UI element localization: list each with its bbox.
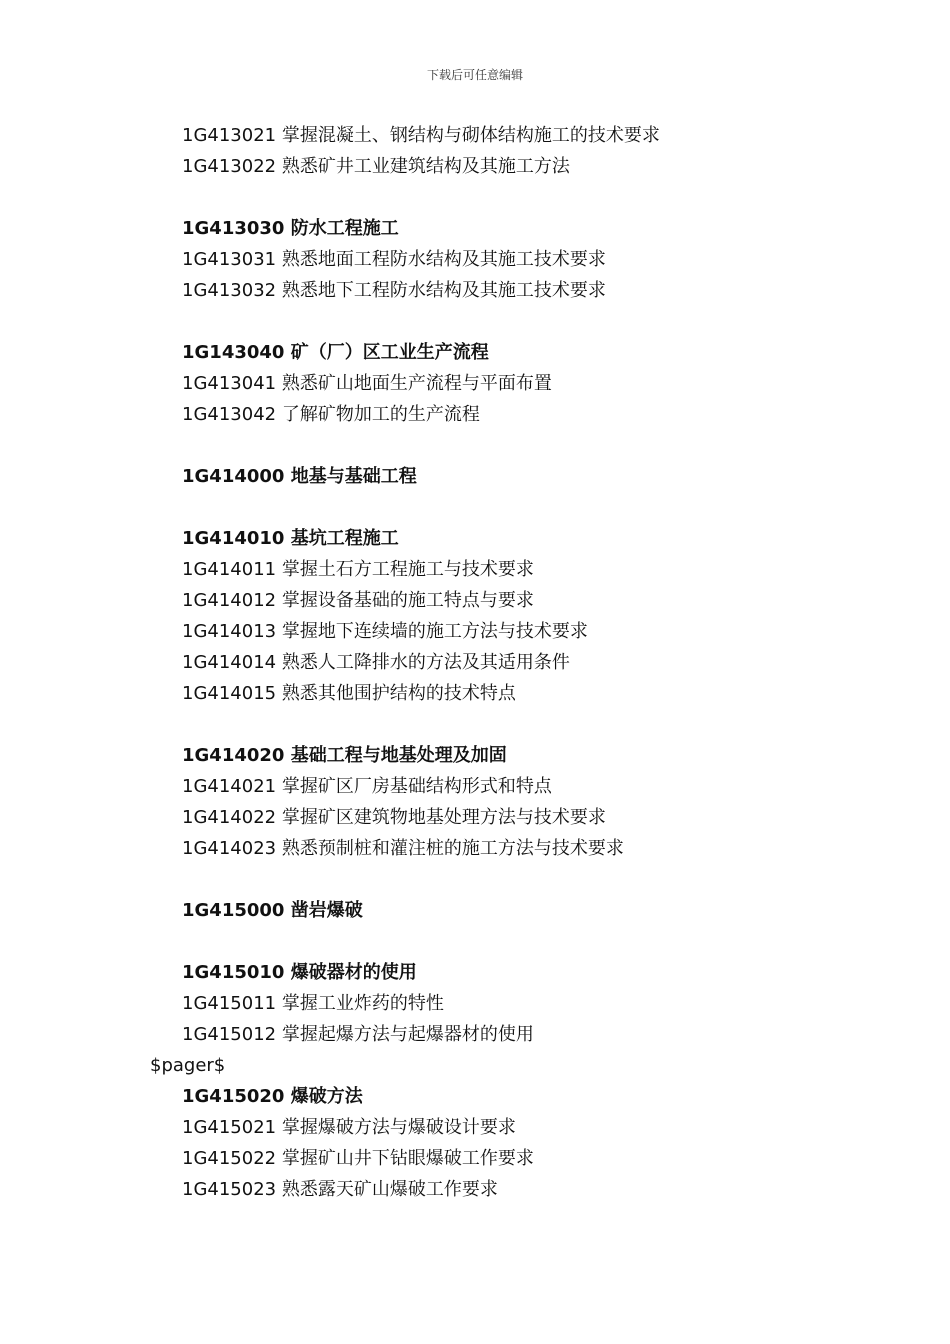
item-line: 1G415023 熟悉露天矿山爆破工作要求 xyxy=(182,1179,498,1200)
section-heading: 1G143040 矿（厂）区工业生产流程 xyxy=(182,342,489,363)
blank-line xyxy=(182,492,902,523)
item-line: 1G413021 掌握混凝土、钢结构与砌体结构施工的技术要求 xyxy=(182,125,660,146)
item-line: 1G414021 掌握矿区厂房基础结构形式和特点 xyxy=(182,776,552,797)
item-line: 1G414015 熟悉其他围护结构的技术特点 xyxy=(182,683,516,704)
item-line: 1G414014 熟悉人工降排水的方法及其适用条件 xyxy=(182,652,570,673)
item-line: 1G415012 掌握起爆方法与起爆器材的使用 xyxy=(182,1024,534,1045)
item-line: 1G413032 熟悉地下工程防水结构及其施工技术要求 xyxy=(182,280,606,301)
item-line: 1G415022 掌握矿山井下钻眼爆破工作要求 xyxy=(182,1148,534,1169)
item-line: 1G414022 掌握矿区建筑物地基处理方法与技术要求 xyxy=(182,807,606,828)
section-heading: 1G414020 基础工程与地基处理及加固 xyxy=(182,745,507,766)
item-line: 1G415021 掌握爆破方法与爆破设计要求 xyxy=(182,1117,516,1138)
section-heading: 1G415000 凿岩爆破 xyxy=(182,900,363,921)
blank-line xyxy=(182,864,902,895)
blank-line xyxy=(182,430,902,461)
page-header: 下载后可任意编辑 xyxy=(426,68,523,82)
section-heading: 1G414010 基坑工程施工 xyxy=(182,528,399,549)
section-heading: 1G415010 爆破器材的使用 xyxy=(182,962,417,983)
item-line: 1G414023 熟悉预制桩和灌注桩的施工方法与技术要求 xyxy=(182,838,624,859)
pager-marker: $pager$ xyxy=(150,1055,226,1076)
blank-line xyxy=(182,709,902,740)
document-body xyxy=(150,120,902,1205)
item-line: 1G413041 熟悉矿山地面生产流程与平面布置 xyxy=(182,373,552,394)
item-line: 1G413022 熟悉矿井工业建筑结构及其施工方法 xyxy=(182,156,570,177)
item-line: 1G415011 掌握工业炸药的特性 xyxy=(182,993,444,1014)
item-line: 1G414013 掌握地下连续墙的施工方法与技术要求 xyxy=(182,621,588,642)
item-line: 1G414011 掌握土石方工程施工与技术要求 xyxy=(182,559,534,580)
blank-line xyxy=(182,182,902,213)
item-line: 1G414012 掌握设备基础的施工特点与要求 xyxy=(182,590,534,611)
blank-line xyxy=(182,926,902,957)
section-heading: 1G413030 防水工程施工 xyxy=(182,218,399,239)
item-line: 1G413031 熟悉地面工程防水结构及其施工技术要求 xyxy=(182,249,606,270)
blank-line xyxy=(182,306,902,337)
section-heading: 1G414000 地基与基础工程 xyxy=(182,466,417,487)
item-line: 1G413042 了解矿物加工的生产流程 xyxy=(182,404,480,425)
section-heading: 1G415020 爆破方法 xyxy=(182,1086,363,1107)
